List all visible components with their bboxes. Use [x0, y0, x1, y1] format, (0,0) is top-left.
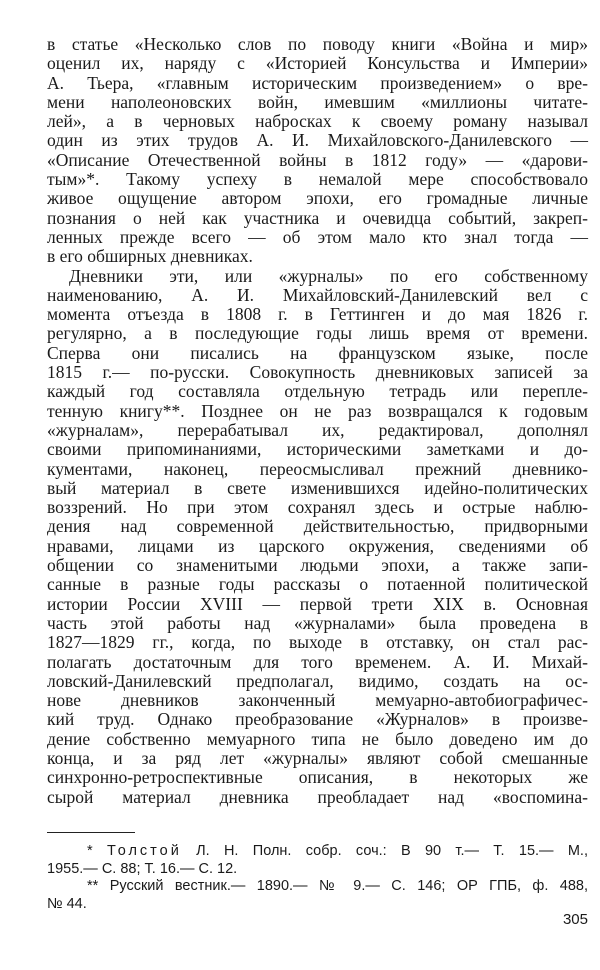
footnote-divider — [47, 832, 135, 833]
text-line: А. Тьера, «главным историческим произведением» о вре- — [47, 72, 588, 93]
text-line: в его обширных дневниках. — [47, 246, 253, 267]
text-line: дения над современной действительностью, придворными — [47, 516, 588, 537]
text-line: истории России XVIII — первой трети XIX в. Основная — [47, 593, 588, 614]
text-line: конца, и за ряд лет «журналы» являют собой смешанные — [47, 747, 588, 768]
text-line: наименованию, А. И. Михайловский-Данилевский вел с — [47, 284, 588, 305]
footnote-1-marker: * — [87, 843, 93, 859]
footnote-2-continuation: № 44. — [47, 895, 87, 912]
text-line: синхронно-ретроспективные описания, в некоторых же — [47, 767, 588, 788]
text-line: кументами, наконец, переосмысливал прежний дневнико- — [47, 458, 588, 479]
text-line: Дневники эти, или «журналы» по его собственному — [69, 265, 588, 286]
text-line: момента отъезда в 1808 г. в Геттинген и до мая 1826 г. — [47, 304, 588, 325]
text-line: ловский-Данилевский предполагал, видимо, создать на ос- — [47, 670, 588, 691]
text-line: дение собственно мемуарного типа не было доведено им до — [47, 728, 588, 749]
text-line: мени наполеоновских войн, имевшим «миллионы читате- — [47, 91, 588, 112]
text-line: нове дневников законченный мемуарно-автобиографичес- — [47, 690, 588, 711]
footnotes — [47, 843, 588, 913]
text-line: полагать достаточным для того временем. А. И. Михай- — [47, 651, 588, 672]
text-line: лей», а в черновых набросках к своему роману называл — [47, 111, 588, 132]
text-line: оценил их, наряду с «Историей Консульства и Империи» — [47, 53, 588, 74]
text-line: познания о ней как участника и очевидца событий, закреп- — [47, 207, 588, 228]
footnote-1-author: Толстой — [106, 843, 182, 859]
text-line: кий труд. Однако преобразование «Журналов» в произве- — [47, 709, 588, 730]
text-line: нравами, лицами из царского окружения, сведениями об — [47, 535, 588, 556]
text-line: регулярно, а в последующие годы лишь время от времени. — [47, 323, 588, 344]
footnote-1-line — [47, 843, 588, 861]
footnote-1-continuation: 1955.— С. 88; Т. 16.— С. 12. — [47, 860, 238, 877]
text-line: Сперва они писались на французском языке, после — [47, 342, 588, 363]
footnote-1-text: Л. Н. Полн. собр. соч.: В 90 т.— Т. 15.— М., — [196, 843, 588, 859]
text-line: 1815 г.— по-русски. Совокупность дневниковых записей за — [47, 362, 588, 383]
text-line: в статье «Несколько слов по поводу книги «Война и мир» — [47, 34, 588, 54]
text-line: 1827—1829 гг., когда, по выходе в отставку, он стал рас- — [47, 632, 588, 653]
text-line: «Описание Отечественной войны в 1812 году» — «дарови- — [47, 149, 588, 170]
text-line: тенную книгу**. Позднее он не раз возвращался к годовым — [47, 400, 588, 421]
page-number: 305 — [562, 911, 588, 928]
text-line: «журналам», перерабатывал их, редактировал, дополнял — [47, 419, 588, 440]
text-line: общении со знаменитыми людьми эпохи, а также запи- — [47, 555, 588, 576]
text-line: каждый год составляла отдельную тетрадь или перепле- — [47, 381, 588, 402]
text-line: своими припоминаниями, историческими заметками и до- — [47, 439, 588, 460]
text-line: воззрений. Но при этом сохранял здесь и острые наблю- — [47, 497, 588, 518]
text-line: тым»*. Такому успеху в немалой мере способствовало — [47, 169, 588, 190]
footnote-2-line: ** Русский вестник.— 1890.— № 9.— С. 146; ОР ГПБ, ф. 488, — [87, 878, 588, 894]
text-line: живое ощущение автором эпохи, его громадные личные — [47, 188, 588, 209]
text-line: часть этой работы над «журналами» была проведена в — [47, 612, 588, 633]
text-line: вый материал в свете изменившихся идейно-политических — [47, 477, 588, 498]
text-line: сырой материал дневника преобладает над «воспомина- — [47, 786, 588, 807]
text-line: один из этих трудов А. И. Михайловского-Данилевского — — [47, 130, 588, 151]
text-line: санные в разные годы рассказы о потаенной политической — [47, 574, 588, 595]
text-line: ленных прежде всего — об этом мало кто знал тогда — — [47, 226, 588, 247]
main-text — [47, 35, 588, 807]
